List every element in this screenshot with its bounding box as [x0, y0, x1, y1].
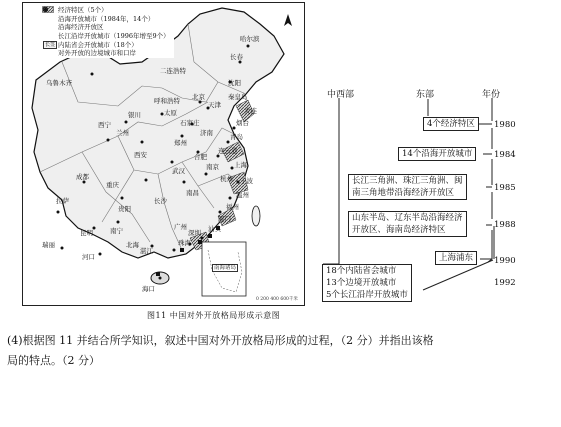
legend-item: 沿海开放城市（1984年，14个）: [42, 15, 174, 24]
city-label: 乌鲁木齐: [46, 79, 72, 87]
timeline-box-1992: 18个内陆省会城市 13个边境开放城市 5个长江沿岸开放城市: [322, 264, 412, 302]
city-label: 宁波: [240, 177, 253, 185]
city-label: 温州: [236, 191, 249, 199]
opening-timeline-diagram: [323, 86, 528, 298]
city-label: 南宁: [110, 227, 123, 235]
city-label: 秦皇岛: [228, 93, 248, 101]
city-label: 银川: [128, 111, 141, 119]
year-1980: 1980: [494, 120, 516, 130]
city-label: 武汉: [172, 167, 185, 175]
city-label: 大连: [244, 107, 257, 115]
timeline-box-1990: 上海浦东: [435, 251, 477, 265]
city-label: 海口: [142, 285, 155, 293]
city-label: 长沙: [154, 197, 167, 205]
city-label: 西宁: [98, 121, 111, 129]
city-label: 南昌: [186, 189, 199, 197]
year-1990: 1990: [494, 256, 516, 266]
city-label: 成都: [76, 173, 89, 181]
box-icon: 长签: [44, 42, 55, 49]
city-label: 石家庄: [180, 119, 200, 127]
city-label: 广州: [174, 223, 187, 231]
city-label: 合肥: [194, 153, 207, 161]
city-label: 烟台: [236, 119, 249, 127]
city-label: 长春: [230, 53, 243, 61]
city-label: 珠海: [178, 239, 191, 247]
inset-label: 南海诸岛: [214, 265, 237, 271]
city-label: 深圳: [188, 229, 201, 237]
map-legend: [42, 6, 174, 58]
city-label: 天津: [208, 101, 221, 109]
city-label: 福州: [226, 203, 239, 211]
city-label: 南京: [206, 163, 219, 171]
city-label: 上海: [234, 161, 247, 169]
header-year: 年份: [482, 90, 501, 100]
city-label: 郑州: [174, 139, 187, 147]
question-line-2: 局的特点。（2 分）: [7, 354, 100, 367]
timeline-box-1985: 长江三角洲、珠江三角洲、闽 南三角地带沿海经济开放区: [348, 174, 467, 200]
legend-item: 经济特区（5个）: [42, 6, 174, 15]
city-label: 呼和浩特: [154, 97, 180, 105]
legend-item: 对外开放的边境城市和口岸: [42, 49, 174, 58]
city-label: 太原: [164, 109, 177, 117]
city-label: 二连浩特: [160, 67, 186, 75]
city-label: 重庆: [106, 181, 119, 189]
city-label: 北京: [192, 93, 205, 101]
legend-item: 长江沿岸开放城市（1996年增至9个）: [42, 32, 174, 41]
city-label: 河口: [82, 253, 95, 261]
city-label: 兰州: [116, 129, 129, 137]
header-east: 东部: [416, 90, 435, 100]
city-label: 济南: [200, 129, 213, 137]
city-label: 湛江: [140, 247, 153, 255]
city-label: 瑞丽: [42, 241, 55, 249]
city-label: 贵阳: [118, 205, 131, 213]
timeline-box-1980: 4个经济特区: [423, 117, 479, 131]
city-label: 杭州: [220, 175, 233, 183]
city-label: 北海: [126, 241, 139, 249]
city-label: 哈尔滨: [240, 35, 260, 43]
legend-item: 沿海经济开放区: [42, 23, 174, 32]
year-1988: 1988: [494, 220, 516, 230]
city-label: 西安: [134, 151, 147, 159]
scale-note: 0 200 400 600千米: [256, 297, 298, 302]
question-line-1: (4)根据图 11 并结合所学知识，叙述中国对外开放格局形成的过程，（2 分）并指出该格: [7, 334, 434, 347]
city-label: 厦门: [218, 215, 231, 223]
city-label: 沈阳: [228, 79, 241, 87]
city-label: 汕头: [208, 225, 221, 233]
city-label: 青岛: [230, 133, 243, 141]
year-1985: 1985: [494, 183, 516, 193]
city-label: 拉萨: [56, 197, 69, 205]
city-label: 连云港: [218, 147, 238, 155]
city-label: 昆明: [80, 229, 93, 237]
year-1992: 1992: [494, 278, 516, 288]
timeline-box-1984: 14个沿海开放城市: [398, 147, 476, 161]
timeline-box-1988: 山东半岛、辽东半岛沿海经济 开放区、海南岛经济特区: [348, 211, 467, 237]
header-west: 中西部: [327, 90, 355, 100]
year-1984: 1984: [494, 150, 516, 160]
figure-caption: 图11 中国对外开放格局形成示意图: [147, 311, 281, 320]
legend-item: 长签 内陆省会开放城市（18个）: [42, 41, 174, 50]
china-opening-map: [22, 2, 305, 306]
